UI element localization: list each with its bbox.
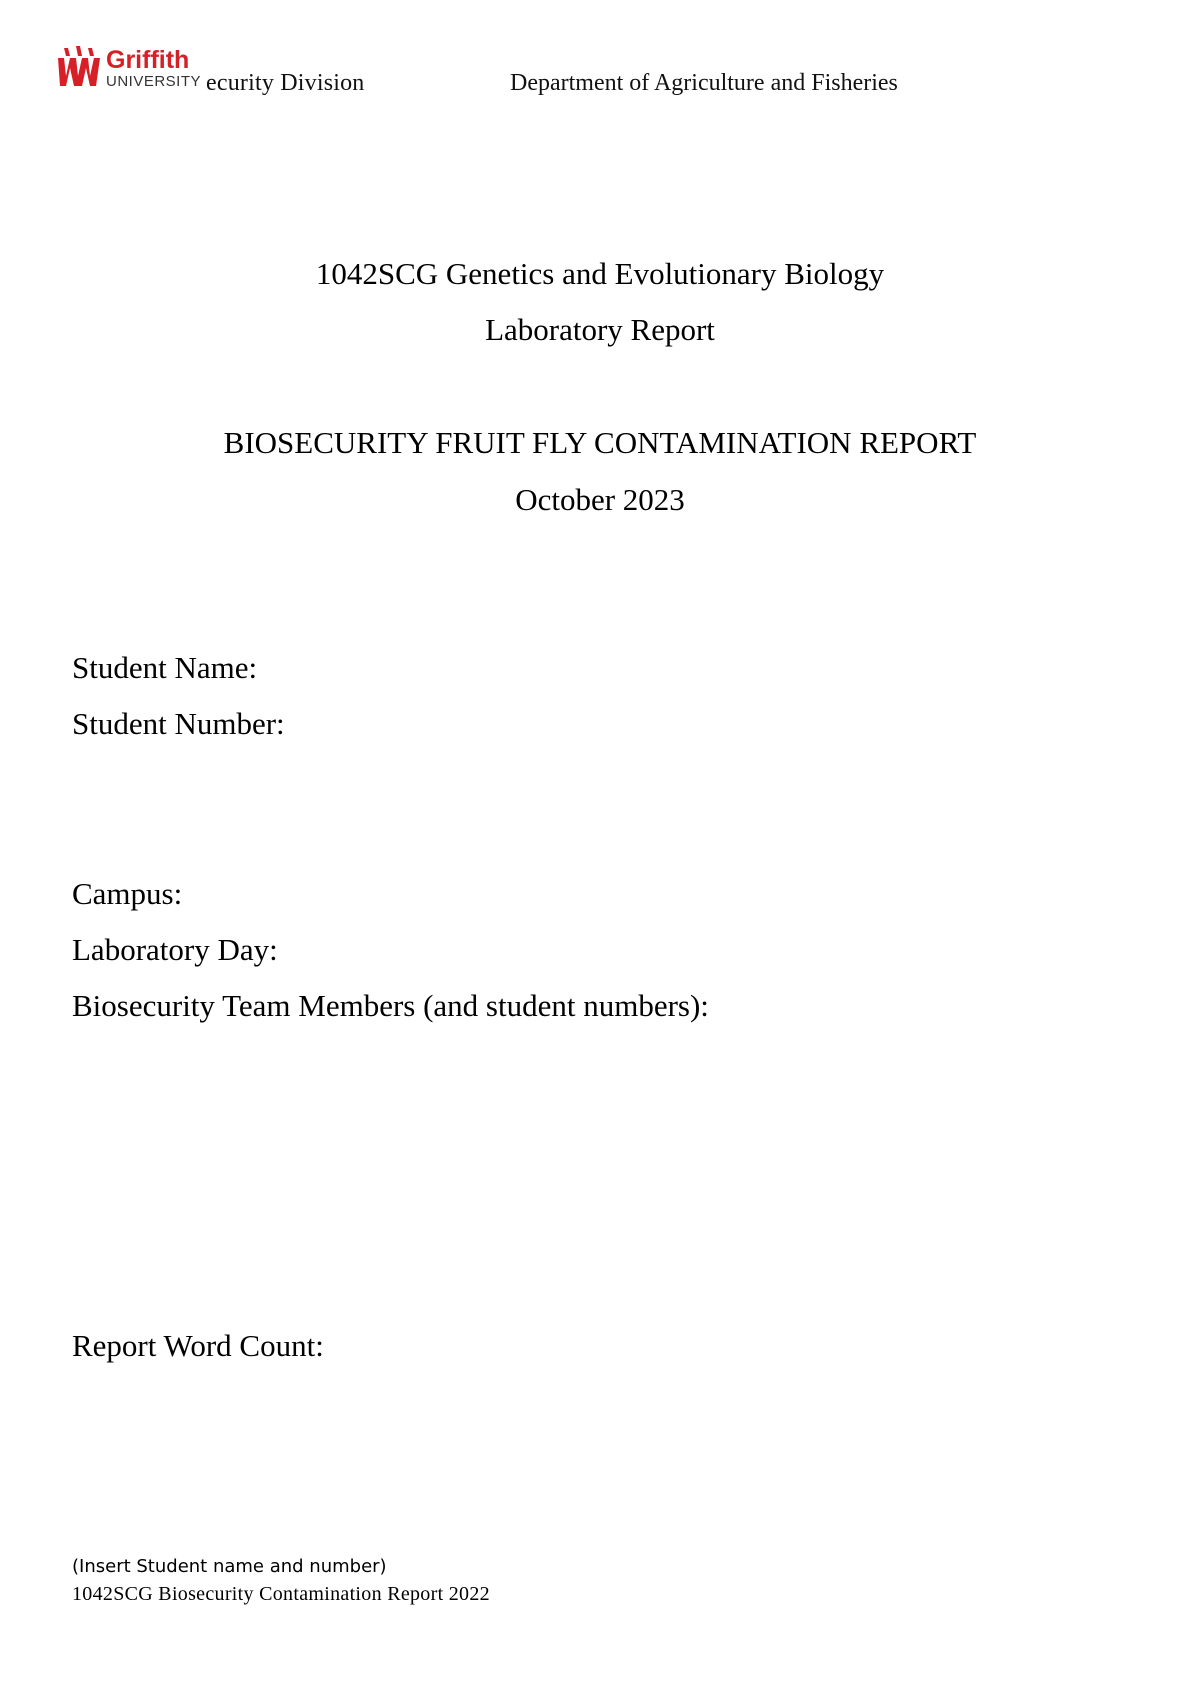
report-date: October 2023 xyxy=(515,482,685,517)
word-count-label[interactable]: Report Word Count: xyxy=(72,1328,324,1363)
logo-name: Griffith xyxy=(106,46,190,74)
header-left-text: ecurity Division xyxy=(206,70,365,96)
campus-label[interactable]: Campus: xyxy=(72,876,183,911)
team-members-label[interactable]: Biosecurity Team Members (and student numbers): xyxy=(72,988,709,1023)
logo-subtitle: UNIVERSITY xyxy=(106,73,202,90)
report-title: BIOSECURITY FRUIT FLY CONTAMINATION REPORT xyxy=(223,425,977,460)
header-department: Department of Agriculture and Fisheries xyxy=(510,70,898,96)
footer-document-name: 1042SCG Biosecurity Contamination Report 2022 xyxy=(72,1583,490,1605)
report-type: Laboratory Report xyxy=(485,312,715,347)
course-title: 1042SCG Genetics and Evolutionary Biology xyxy=(315,256,885,291)
student-number-label[interactable]: Student Number: xyxy=(72,706,285,741)
griffith-crest-icon xyxy=(56,44,226,94)
footer-insert-note[interactable]: (Insert Student name and number) xyxy=(72,1556,387,1577)
griffith-logo xyxy=(56,44,226,94)
laboratory-day-label[interactable]: Laboratory Day: xyxy=(72,932,278,967)
student-name-label[interactable]: Student Name: xyxy=(72,650,258,685)
